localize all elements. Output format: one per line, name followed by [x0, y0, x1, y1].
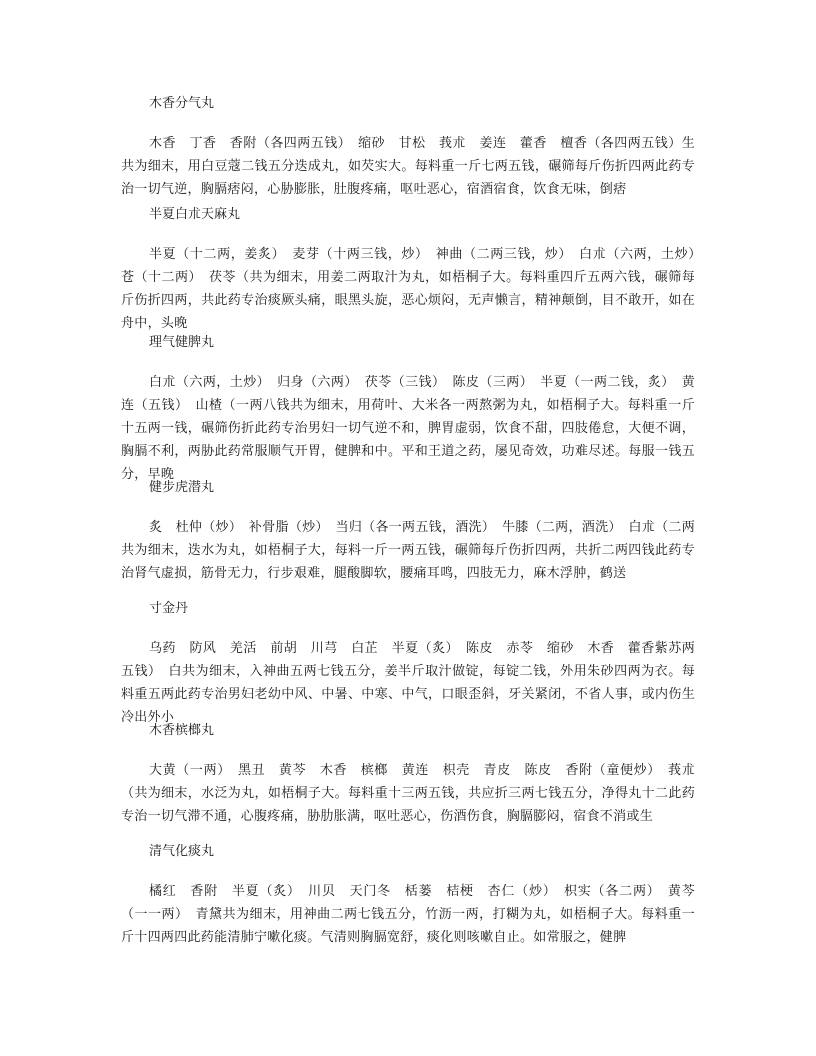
recipe-title: 理气健脾丸	[149, 335, 215, 350]
recipe-title: 健步虎潜丸	[149, 480, 215, 495]
recipe-text: 炙 杜仲（炒） 补骨脂（炒） 当归（各一两五钱，酒洗） 牛膝（二两，酒洗） 白朮（二两共为细末，迭水为丸，如梧桐子大，每料一斤一两五钱，碾筛每斤伤折四两，共折二两四钱此药专治肾气虚损，筋骨无力，行步艰难，腿酸脚软，腰痛耳鸣，四肢无力，麻木浮肿，鹤送	[121, 520, 695, 581]
recipe-section-liqi-jianpi	[121, 331, 695, 486]
recipe-section-banxia-baizhu-tianma	[121, 203, 709, 335]
recipe-text: 半夏（十二两，姜炙） 麦芽（十两三钱，炒） 神曲（二两三钱，炒） 白朮（六两，土炒） 苍（十二两） 茯苓（共为细末，用姜二两取汁为丸，如梧桐子大。每料重四斤五两六钱，碾筛每斤伤折四两，共此药专治痰厥头痛，眼黑头旋，恶心烦闷，无声懒言，精神颠倒，目不敢开，如在舟中，头晚	[121, 247, 709, 331]
recipe-title: 半夏白朮天麻丸	[149, 207, 241, 222]
recipe-section-cunjin-dan	[121, 597, 695, 729]
recipe-section-muxiang-binglang	[121, 719, 695, 828]
recipe-text: 大黄（一两） 黑丑 黄芩 木香 槟榔 黄连 枳壳 青皮 陈皮 香附（童便炒） 莪朮（共为细末，水泛为丸，如梧桐子大。每料重十三两五钱，共应折三两七钱五分，净得丸十二此药专治一切气滞不通，心腹疼痛，胁肋胀满，呕吐恶心，伤酒伤食，胸膈膨闷，宿食不消或生	[121, 763, 695, 824]
recipe-title: 寸金丹	[149, 601, 189, 616]
recipe-title: 清气化痰丸	[149, 844, 215, 859]
recipe-text: 乌药 防风 羌活 前胡 川芎 白芷 半夏（炙） 陈皮 赤苓 缩砂 木香 藿香紫苏两五钱） 白共为细末，入神曲五两七钱五分，姜半斤取汁做锭，每锭二钱，外用朱砂四两为衣。每料重五两此药专治男妇老幼中风、中暑、中寒、中气，口眼歪斜，牙关紧闭，不省人事，或内伤生冷出外小	[121, 641, 695, 725]
recipe-title: 木香分气丸	[149, 96, 215, 111]
recipe-section-jianbu-huqian	[121, 476, 695, 585]
recipe-text: 橘红 香附 半夏（炙） 川贝 天门冬 栝蒌 桔梗 杏仁（炒） 枳实（各二两） 黄芩（一一两） 青黛共为细末，用神曲二两七钱五分，竹沥一两，打糊为丸，如梧桐子大。每料重一斤十四两四此药能清肺宁嗽化痰。气清则胸膈宽舒，痰化则咳嗽自止。如常服之，健脾	[121, 884, 695, 945]
recipe-section-muxiang-fenqi	[121, 92, 695, 201]
recipe-text: 白朮（六两，土炒） 归身（六两） 茯苓（三钱） 陈皮（三两） 半夏（一两二钱，炙） 黄连（五钱） 山楂（一两八钱共为细末，用荷叶、大米各一两熬粥为丸，如梧桐子大。每料重一斤十五两一钱，碾筛伤折此药专治男妇一切气逆不和，脾胃虚弱，饮食不甜，四肢倦怠，大便不调，胸膈不利，两胁此药常服顺气开胃，健脾和中。平和王道之药，屡见奇效，功难尽述。每服一钱五分，早晚	[121, 375, 695, 482]
recipe-title: 木香槟榔丸	[149, 723, 215, 738]
recipe-section-qingqi-huatan	[121, 840, 695, 949]
recipe-text: 木香 丁香 香附（各四两五钱） 缩砂 甘松 莪朮 姜连 藿香 檀香（各四两五钱）生共为细末，用白豆蔻二钱五分迭成丸，如芡实大。每料重一斤七两五钱，碾筛每斤伤折四两此药专治一切气逆，胸膈痞闷，心胁膨胀，肚腹疼痛，呕吐恶心，宿酒宿食，饮食无味，倒痞	[121, 136, 695, 197]
